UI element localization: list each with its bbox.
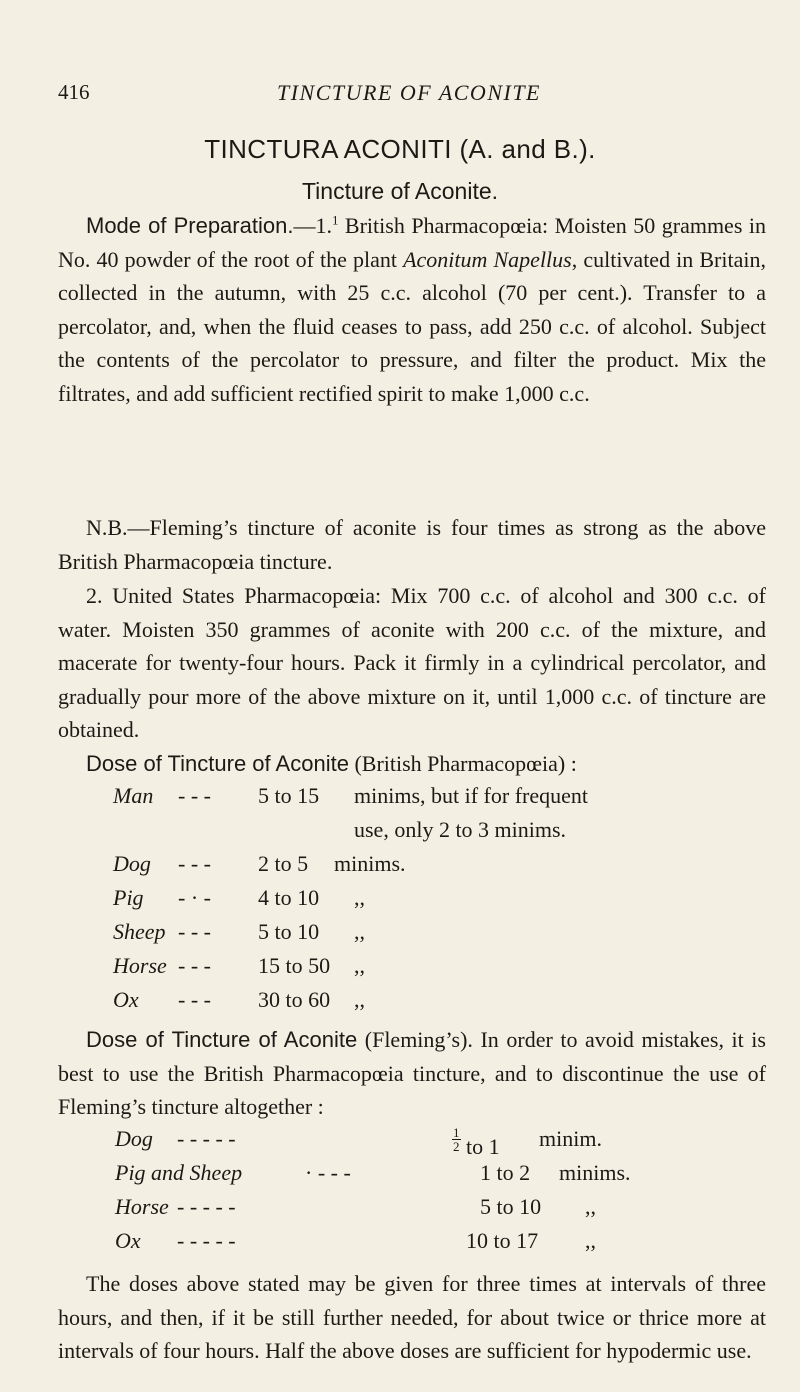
dose-range: 30 to 60 <box>258 987 331 1012</box>
preparation-number: —1. <box>293 213 332 238</box>
animal-name: Horse <box>113 953 167 978</box>
dose-bp-heading-line <box>58 747 766 781</box>
dose-unit: minims. <box>334 851 406 876</box>
animal-name: Dog <box>113 851 151 876</box>
dose-range: 10 to 17 <box>466 1228 539 1253</box>
dose-bp-heading-rest: (British Pharmacopœia) : <box>348 751 577 776</box>
dose-range: 5 to 10 <box>258 919 320 944</box>
animal-name: Pig <box>113 885 144 910</box>
animal-name: Sheep <box>113 919 166 944</box>
dose-unit: minims. <box>559 1160 631 1185</box>
page-subtitle: Tincture of Aconite. <box>301 178 499 204</box>
leader-dashes: - - - <box>178 919 211 944</box>
leader-dashes: - - - <box>178 953 211 978</box>
animal-name: Man <box>113 783 154 808</box>
dose-bp-heading: Dose of Tincture of Aconite <box>86 751 349 776</box>
leader-dashes: - - - - - <box>177 1228 236 1253</box>
dose-range: 15 to 50 <box>258 953 331 978</box>
leader-dashes: - - - - - <box>177 1194 236 1219</box>
animal-name: Horse <box>115 1194 169 1219</box>
animal-name: Pig and Sheep <box>115 1160 243 1185</box>
animal-name: Ox <box>115 1228 141 1253</box>
dose-range: 5 to 10 <box>480 1194 542 1219</box>
preparation-heading: Mode of Preparation. <box>86 213 294 238</box>
half-fraction: $\frac{1}{2}$ <box>453 1125 460 1154</box>
dose-unit: minims, but if for frequent <box>354 783 589 808</box>
running-head <box>58 80 760 110</box>
plant-name: Aconitum Napellus <box>403 246 572 272</box>
dose-range: 5 to 15 <box>258 783 320 808</box>
dose-fleming-heading: Dose of Tincture of Aconite <box>86 1027 358 1052</box>
nb-paragraph: N.B.—Fleming’s tincture of aconite is four times as strong as the above British Pharmacopœia tincture. <box>58 515 766 574</box>
us-pharmacopoeia-paragraph: 2. United States Pharmacopœia: Mix 700 c.c. of alcohol and 300 c.c. of water. Moisten 350 grammes of aconite with 200 c.c. of the mixture, and macerate for twenty-four hours. Pack it firmly in a cylindrical percolator, and gradually pour more of the above mixture on it, until 1,000 c.c. of tincture are obtained. <box>58 583 766 743</box>
dose-unit: minim. <box>539 1126 602 1151</box>
preparation-paragraph <box>58 209 766 411</box>
preparation-text-end: , cultivated in Britain, collected in the autumn, with 25 c.c. alcohol (70 per cent.). Transfer to a percolator, and, when the fluid ceases to pass, add 250 c.c. of alcohol. Subject the contents of the percolator to pressure, and filter the product. Mix the filtrates, and add sufficient rectified spirit to make 1,000 c.c. <box>58 246 766 406</box>
leader-dashes: - - - <box>178 783 211 808</box>
page-number: 416 <box>58 80 90 104</box>
leader-dashes: - - - <box>178 987 211 1012</box>
leader-dashes: - · - <box>178 885 211 910</box>
footnote-marker: 1 <box>331 212 339 228</box>
ditto-mark: ,, <box>354 885 365 910</box>
dose-range: 2 to 5 <box>258 851 309 876</box>
dose-unit: use, only 2 to 3 minims. <box>354 817 567 842</box>
ditto-mark: ,, <box>585 1228 596 1253</box>
preparation-text-start: British Pharmacopœia: Moisten 50 grammes in No. 40 powder of the root of the plant <box>58 213 766 272</box>
ditto-mark: ,, <box>354 987 365 1012</box>
leader-dashes: - - - - - <box>177 1126 236 1151</box>
dose-range: 4 to 10 <box>258 885 320 910</box>
animal-name: Ox <box>113 987 139 1012</box>
running-title: TINCTURE OF ACONITE <box>276 80 541 105</box>
dose-fleming-text: (Fleming’s). In order to avoid mistakes, it is best to use the British Pharmacopœia tincture, and to discontinue the use of Fleming’s tincture altogether : <box>58 1027 766 1120</box>
animal-name: Dog <box>115 1126 153 1151</box>
leader-dashes: - - - <box>178 851 211 876</box>
leader-dashes: · - - - <box>305 1160 351 1185</box>
dose-fleming-paragraph <box>58 1023 766 1124</box>
closing-paragraph: The doses above stated may be given for three times at intervals of three hours, and then, if it be still further needed, for about twice or thrice more at intervals of four hours. Half the above doses are sufficient for hypodermic use. <box>58 1271 766 1364</box>
ditto-mark: ,, <box>354 919 365 944</box>
dose-range: $\frac{1}{2}$ to 1 <box>453 1125 500 1159</box>
page-title: TINCTURA ACONITI (A. and B.). <box>204 134 596 164</box>
ditto-mark: ,, <box>585 1194 596 1219</box>
ditto-mark: ,, <box>354 953 365 978</box>
dose-range: 1 to 2 <box>480 1160 531 1185</box>
